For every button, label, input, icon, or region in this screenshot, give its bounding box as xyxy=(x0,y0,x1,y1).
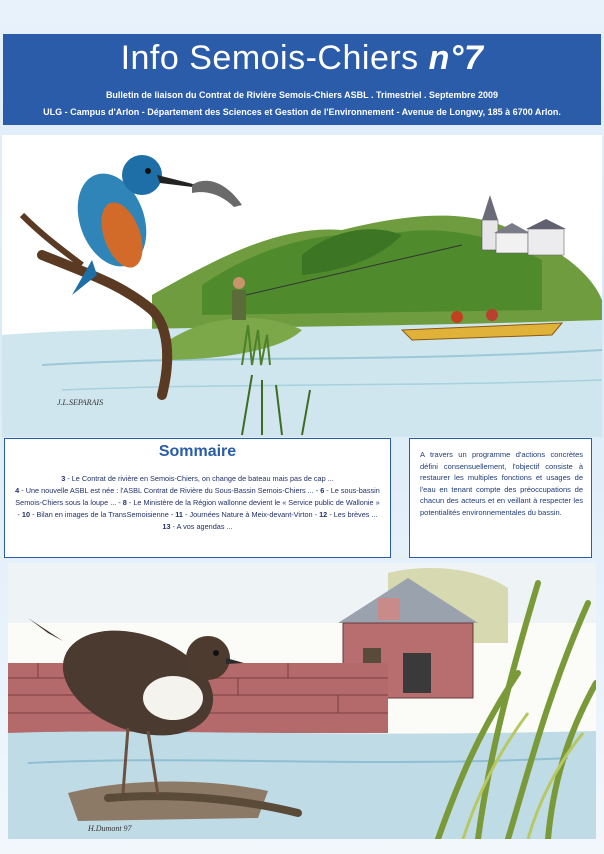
kingfisher-illustration xyxy=(2,135,602,437)
issue-number: n°7 xyxy=(428,39,484,77)
toc-entry: - A vos agendas ... xyxy=(170,522,233,531)
toc-body xyxy=(15,473,380,533)
toc-page: 13 xyxy=(162,522,171,531)
toc-page: 12 xyxy=(319,510,328,519)
toc-page: 4 xyxy=(15,486,20,495)
table-of-contents xyxy=(4,438,391,558)
toc-entry: - Les brèves ... xyxy=(327,510,378,519)
toc-page: 6 xyxy=(320,486,325,495)
toc-entry: - Le Ministère de la Région wallonne devient le « Service public de Wallonie » - xyxy=(17,498,380,519)
toc-page: 10 xyxy=(21,510,31,519)
page-title xyxy=(3,38,601,78)
artist-signature: H.Dumont 97 xyxy=(88,824,132,833)
toc-page: 8 xyxy=(122,498,127,507)
toc-entry: - Le sous-bassin Semois-Chiers sous la loupe ... - xyxy=(15,486,380,507)
address-line: ULG - Campus d'Arlon - Département des Sciences et Gestion de l'Environnement - Avenue de Longwy, 185 à 6700 Arlon. xyxy=(43,107,561,117)
intro-box xyxy=(409,438,592,558)
toc-title: Sommaire xyxy=(158,443,237,460)
masthead xyxy=(3,34,601,125)
toc-entry: - Le Contrat de rivière en Semois-Chiers, on change de bateau mais pas de cap ... xyxy=(65,474,334,483)
toc-page: 11 xyxy=(175,510,183,519)
toc-page: 3 xyxy=(61,474,66,483)
title-text: Info Semois-Chiers xyxy=(120,39,419,77)
dipper-illustration xyxy=(8,563,596,839)
toc-entry: - Bilan en images de la TransSemoisienne - xyxy=(30,510,176,519)
artist-signature: J.L.SEPARAIS xyxy=(57,398,104,407)
intro-text: A travers un programme d'actions concrètes défini consensuellement, l'objectif consiste à restaurer les multiples fonctions et usages de l'eau en tenant compte des préoccupations de chacun des acteurs et en veillant à respecter les potentialités environnementales du bassin. xyxy=(420,450,583,517)
subtitle: Bulletin de liaison du Contrat de Rivière Semois-Chiers ASBL . Trimestriel . Septembre 2009 xyxy=(105,90,499,100)
toc-entry: - Une nouvelle ASBL est née : l'ASBL Contrat de Rivière du Sous-Bassin Semois-Chiers ... - xyxy=(19,486,321,495)
toc-entry: - Journées Nature à Meix-devant-Virton - xyxy=(182,510,320,519)
